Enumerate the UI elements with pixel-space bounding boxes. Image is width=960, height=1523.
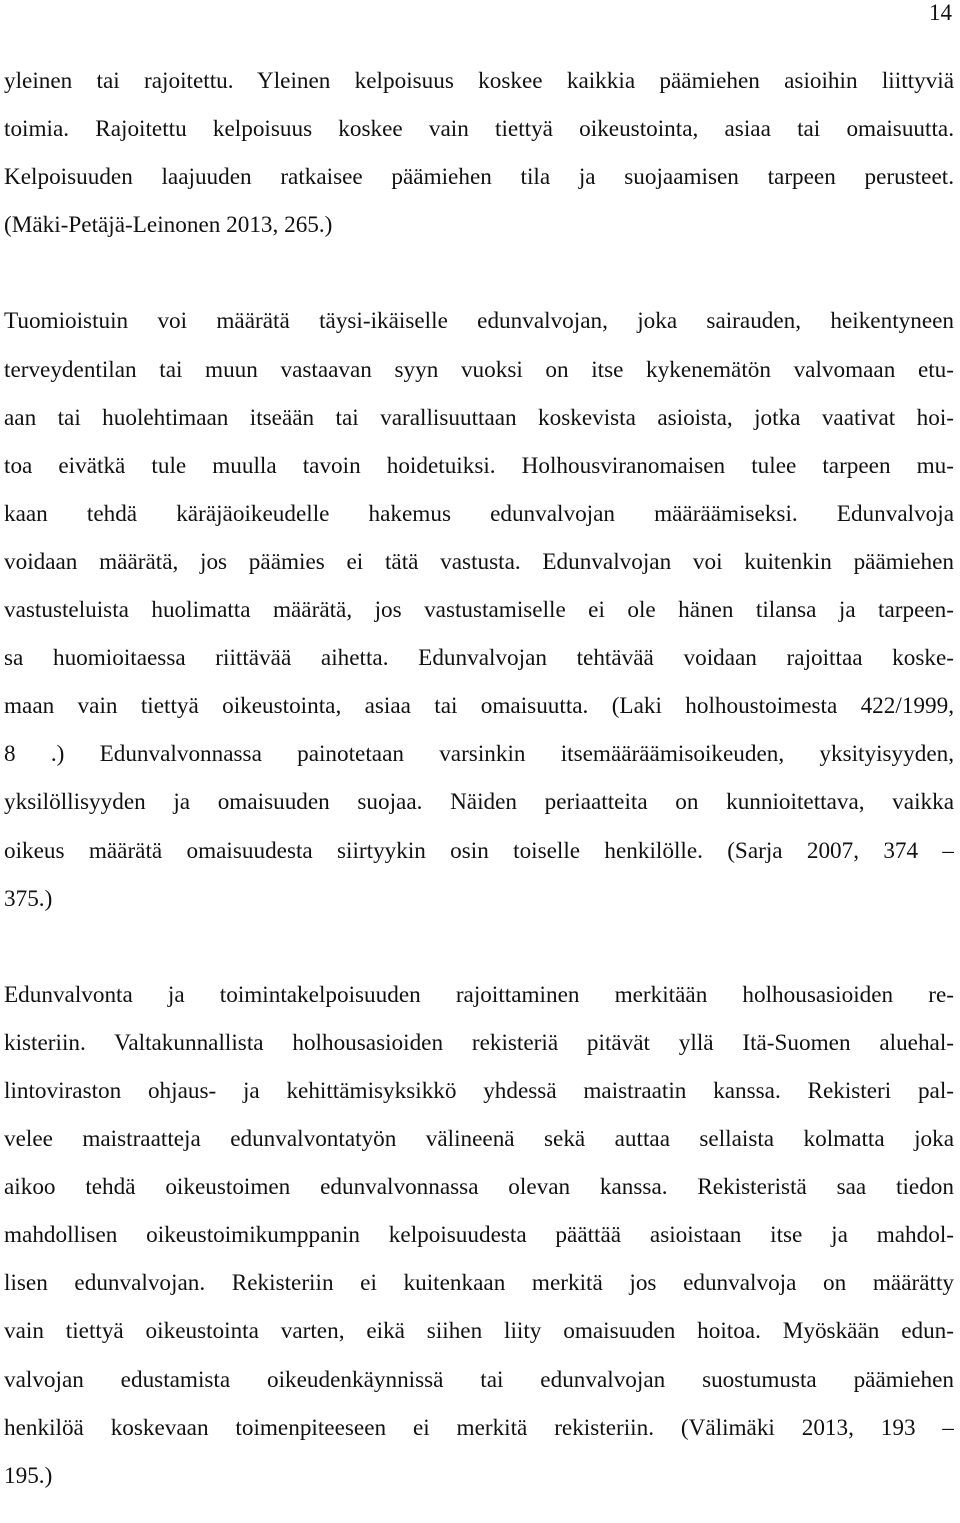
text-line: mahdollisen oikeustoimikumppanin kelpoisuudesta päättää asioistaan itse ja mahdol- (4, 1222, 954, 1249)
text-line: vastusteluista huolimatta määrätä, jos vastustamiselle ei ole hänen tilansa ja tarpeen- (4, 597, 954, 624)
text-line: kisteriin. Valtakunnallista holhousasioiden rekisteriä pitävät yllä Itä-Suomen aluehal- (4, 1029, 954, 1056)
text-line: toimia. Rajoitettu kelpoisuus koskee vain tiettyä oikeustointa, asiaa tai omaisuutta. (4, 116, 954, 143)
text-line: yleinen tai rajoitettu. Yleinen kelpoisuus koskee kaikkia päämiehen asioihin liittyviä (4, 68, 954, 94)
page-number: 14 (929, 0, 952, 25)
text-line: velee maistraatteja edunvalvontatyön välineenä sekä auttaa sellaista kolmatta joka (4, 1126, 954, 1153)
document-body (4, 57, 954, 1500)
paragraph-1 (4, 57, 954, 249)
text-line: 8 .) Edunvalvonnassa painotetaan varsinkin itsemääräämisoikeuden, yksityisyyden, (4, 741, 954, 768)
text-line: maan vain tiettyä oikeustointa, asiaa tai omaisuutta. (Laki holhoustoimesta 422/1999, (4, 693, 954, 720)
text-line: terveydentilan tai muun vastaavan syyn vuoksi on itse kykenemätön valvomaan etu- (4, 356, 954, 383)
text-line: henkilöä koskevaan toimenpiteeseen ei merkitä rekisteriin. (Välimäki 2013, 193 – (4, 1414, 954, 1441)
text-line: lintoviraston ohjaus- ja kehittämisyksikkö yhdessä maistraatin kanssa. Rekisteri pal- (4, 1077, 954, 1104)
text-line: lisen edunvalvojan. Rekisteriin ei kuitenkaan merkitä jos edunvalvoja on määrätty (4, 1270, 954, 1297)
text-line: (Mäki-Petäjä-Leinonen 2013, 265.) (4, 212, 333, 239)
text-line: oikeus määrätä omaisuudesta siirtyykin osin toiselle henkilölle. (Sarja 2007, 374 – (4, 837, 954, 864)
text-line: kaan tehdä käräjäoikeudelle hakemus edunvalvojan määräämiseksi. Edunvalvoja (4, 500, 954, 527)
text-line: 195.) (4, 1462, 53, 1489)
paragraph-3 (4, 971, 954, 1500)
text-line: voidaan määrätä, jos päämies ei tätä vastusta. Edunvalvojan voi kuitenkin päämiehen (4, 548, 954, 575)
text-line: Edunvalvonta ja toimintakelpoisuuden rajoittaminen merkitään holhousasioiden re- (4, 981, 954, 1008)
text-line: aikoo tehdä oikeustoimen edunvalvonnassa olevan kanssa. Rekisteristä saa tiedon (4, 1174, 954, 1201)
text-line: aan tai huolehtimaan itseään tai varallisuuttaan koskevista asioista, jotka vaativat hoi- (4, 404, 954, 431)
text-line: yksilöllisyyden ja omaisuuden suojaa. Näiden periaatteita on kunnioitettava, vaikka (4, 789, 954, 816)
text-line: sa huomioitaessa riittävää aihetta. Edunvalvojan tehtävää voidaan rajoittaa koske- (4, 645, 954, 672)
text-line: 375.) (4, 885, 53, 912)
paragraph-gap (4, 249, 954, 297)
text-line: toa eivätkä tule muulla tavoin hoidetuiksi. Holhousviranomaisen tulee tarpeen mu- (4, 452, 954, 479)
text-line: Kelpoisuuden laajuuden ratkaisee päämiehen tila ja suojaamisen tarpeen perusteet. (4, 164, 954, 191)
text-line: vain tiettyä oikeustointa varten, eikä siihen liity omaisuuden hoitoa. Myöskään edun- (4, 1318, 954, 1345)
text-line: Tuomioistuin voi määrätä täysi-ikäiselle edunvalvojan, joka sairauden, heikentyneen (4, 308, 954, 335)
paragraph-2 (4, 297, 954, 922)
paragraph-gap (4, 923, 954, 971)
text-line: valvojan edustamista oikeudenkäynnissä tai edunvalvojan suostumusta päämiehen (4, 1366, 954, 1393)
